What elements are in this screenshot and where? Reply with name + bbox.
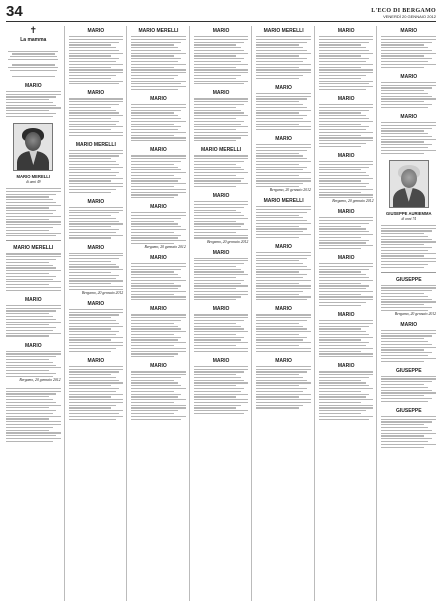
notice-title: MARIO MERELLI [263, 28, 304, 34]
obituary-notice [131, 96, 186, 141]
obituary-notice [319, 209, 374, 249]
notice-text [69, 36, 124, 84]
notice-text [6, 253, 61, 290]
column-7 [381, 26, 436, 601]
notice-text [319, 320, 374, 357]
obituary-notice [381, 368, 436, 402]
photo-age: di anni 74 [401, 216, 417, 221]
notice-title: MARIO [87, 244, 105, 251]
notice-text [319, 371, 374, 419]
masthead [371, 8, 436, 19]
obituary-notice [69, 245, 124, 295]
column-1 [6, 26, 65, 601]
photo-age: di anni 49 [26, 180, 41, 184]
notice-title: MARIO [150, 306, 167, 313]
obituary-notice [256, 85, 311, 130]
notice-title: MARIO [337, 96, 355, 103]
notice-text [69, 366, 124, 420]
notice-text [131, 371, 186, 419]
notice-title: MARIO [337, 255, 355, 262]
notice-title: MARIO [275, 357, 292, 364]
notice-text [381, 82, 436, 108]
deceased-photo [389, 160, 429, 208]
notice-title: MARIO [24, 82, 42, 89]
notice-title: MARIO [275, 306, 292, 313]
obituary-notice [131, 255, 186, 300]
obituary-notice [256, 244, 311, 300]
obituary-notice [69, 28, 124, 84]
notice-title: MARIO [150, 96, 167, 103]
divider [6, 240, 61, 241]
notice-date: Bergamo, 20 gennaio 2012 [332, 199, 374, 204]
notice-text [69, 309, 124, 352]
column-3 [131, 26, 190, 601]
notice-title: MARIO [275, 136, 292, 143]
notice-title: MARIO [150, 204, 167, 211]
notice-text [69, 150, 124, 193]
notice-text [131, 155, 186, 198]
notice-title: La mamma [20, 37, 47, 43]
obituary-notice [69, 199, 124, 239]
notice-text [6, 91, 61, 117]
notice-date: Bergamo, 20 gennaio 2012 [269, 188, 311, 193]
notice-title: MARIO [87, 198, 105, 205]
notice-text [131, 263, 186, 300]
notice-text [256, 206, 311, 238]
notice-title: GIUSEPPE [395, 367, 422, 374]
obituary-notice [6, 26, 61, 77]
notice-text [69, 98, 124, 135]
notice-title: MARIO [400, 321, 418, 328]
notice-text [381, 376, 436, 402]
photo-caption: GIUSEPPE AURIEMMA [386, 210, 432, 216]
notice-text [6, 351, 61, 377]
notice-text [131, 104, 186, 141]
notice-title: MARIO [400, 73, 418, 80]
obituary-notice [256, 358, 311, 409]
notice-title: GIUSEPPE [395, 276, 422, 283]
notice-text [381, 122, 436, 154]
obituary-notice [319, 28, 374, 90]
obituary-notice [194, 90, 249, 141]
notice-text [194, 258, 249, 301]
obituary-notice [131, 204, 186, 249]
notice-text [131, 36, 186, 90]
obituary-notice [381, 322, 436, 362]
obituary-notice [319, 153, 374, 203]
obituary-notice [381, 114, 436, 154]
notice-text [194, 155, 249, 187]
notice-text [256, 252, 311, 300]
obituary-notice [381, 28, 436, 68]
notice-text [131, 212, 186, 244]
notice-title: MARIO MERELLI [75, 141, 116, 148]
obituary-notice [131, 306, 186, 357]
notice-text [319, 161, 374, 198]
column-5 [256, 26, 315, 601]
cross-icon: ✝ [29, 26, 38, 35]
notice-title: MARIO [87, 90, 105, 97]
notice-title: MARIO [150, 363, 167, 370]
notice-title: MARIO [24, 296, 42, 303]
obituary-notice [256, 136, 311, 192]
notice-text [381, 36, 436, 68]
page-number: 34 [6, 3, 23, 20]
notice-title: MARIO [212, 357, 230, 364]
notice-text [381, 285, 436, 311]
obituary-notice [69, 301, 124, 352]
obituary-notice [6, 343, 61, 382]
notice-title: MARIO [150, 147, 167, 154]
notice-text [319, 217, 374, 249]
obituary-notice [194, 193, 249, 243]
obituary-notice [6, 297, 61, 337]
notice-text [6, 305, 61, 337]
obituary-notice [319, 363, 374, 419]
notice-title: MARIO [212, 306, 230, 313]
notice-title: MARIO MERELLI [201, 147, 242, 154]
notice-title: MARIO [275, 243, 292, 250]
notice-text [256, 93, 311, 130]
obituary-notice [131, 147, 186, 198]
obituary-notice [6, 245, 61, 290]
photo-caption: MARIO MERELLI [16, 174, 51, 179]
page-header [6, 4, 436, 22]
obituary-notice [194, 250, 249, 301]
obituary-notice [256, 306, 311, 351]
notice-title: MARIO [212, 249, 230, 256]
obituary-notice [69, 358, 124, 420]
column-4 [194, 26, 253, 601]
notice-text [6, 45, 61, 77]
notice-text [194, 366, 249, 414]
notice-title: MARIO [337, 152, 355, 159]
obituary-notice [319, 255, 374, 306]
notice-title: MARIO [337, 209, 355, 216]
obituary-notice [319, 312, 374, 357]
obituary-notice [256, 28, 311, 79]
notice-text [6, 188, 61, 236]
notice-text [194, 98, 249, 141]
column-6 [319, 26, 378, 601]
notice-title: MARIO [212, 90, 230, 97]
obituary-notice [319, 96, 374, 147]
notice-text [194, 314, 249, 351]
notice-title: MARIO MERELLI [138, 28, 179, 34]
obituary-notice [381, 408, 436, 448]
notice-text [256, 366, 311, 409]
notice-title: MARIO [212, 193, 230, 200]
notice-text [381, 416, 436, 448]
obituary-notice [381, 277, 436, 316]
obituary-notice [131, 363, 186, 419]
newspaper-name: L'ECO DI BERGAMO [371, 8, 436, 15]
notice-text [319, 104, 374, 147]
notice-title: MARIO [400, 114, 418, 120]
obituary-notice [194, 147, 249, 187]
notice-text [256, 144, 311, 187]
notice-title: MARIO [87, 28, 105, 34]
obituary-notice [69, 142, 124, 193]
deceased-photo [13, 123, 53, 171]
notice-title: MARIO [212, 28, 230, 34]
obituary-notice [194, 28, 249, 84]
obituary-notice [131, 28, 186, 90]
notice-title: MARIO [275, 84, 292, 91]
notice-date: Bergamo, 20 gennaio 2012 [207, 239, 249, 244]
notice-date: Bergamo, 20 gennaio 2012 [81, 290, 124, 295]
notice-date: Bergamo, 20 gennaio 2012 [19, 377, 61, 382]
notice-text [381, 330, 436, 362]
notice-title: MARIO [337, 363, 355, 370]
issue-date: VENERDÌ 20 GENNAIO 2012 [383, 13, 436, 19]
notice-text [256, 36, 311, 79]
notice-text [69, 207, 124, 239]
notice-date: Bergamo, 20 gennaio 2012 [144, 245, 186, 250]
notice-text [69, 253, 124, 290]
notice-title: MARIO [150, 255, 167, 262]
notice-title: MARIO MERELLI [263, 198, 304, 205]
notice-text [256, 314, 311, 351]
notice-title: MARIO [337, 28, 355, 34]
obituary-notice [194, 306, 249, 351]
notice-text [131, 314, 186, 357]
notice-text [381, 225, 436, 268]
obituary-notice [6, 83, 61, 117]
notice-title: MARIO [337, 311, 355, 318]
notice-date: Bergamo, 20 gennaio 2012 [394, 311, 437, 316]
notice-title: GIUSEPPE [395, 407, 422, 414]
obituary-notice [256, 198, 311, 238]
notice-title: MARIO [87, 357, 105, 364]
notice-text [319, 36, 374, 90]
notice-text [194, 201, 249, 238]
column-2 [69, 26, 128, 601]
obituary-columns [6, 26, 436, 601]
obituary-notice [381, 74, 436, 108]
notice-text [319, 263, 374, 306]
obituary-notice [69, 90, 124, 135]
notice-text [194, 36, 249, 84]
notice-title: MARIO [24, 342, 42, 349]
divider [381, 272, 436, 273]
notice-title: MARIO [87, 300, 105, 307]
obituary-notice [194, 358, 249, 414]
notice-title: MARIO MERELLI [13, 245, 54, 252]
notice-text [6, 388, 61, 442]
notice-title: MARIO [400, 28, 418, 34]
